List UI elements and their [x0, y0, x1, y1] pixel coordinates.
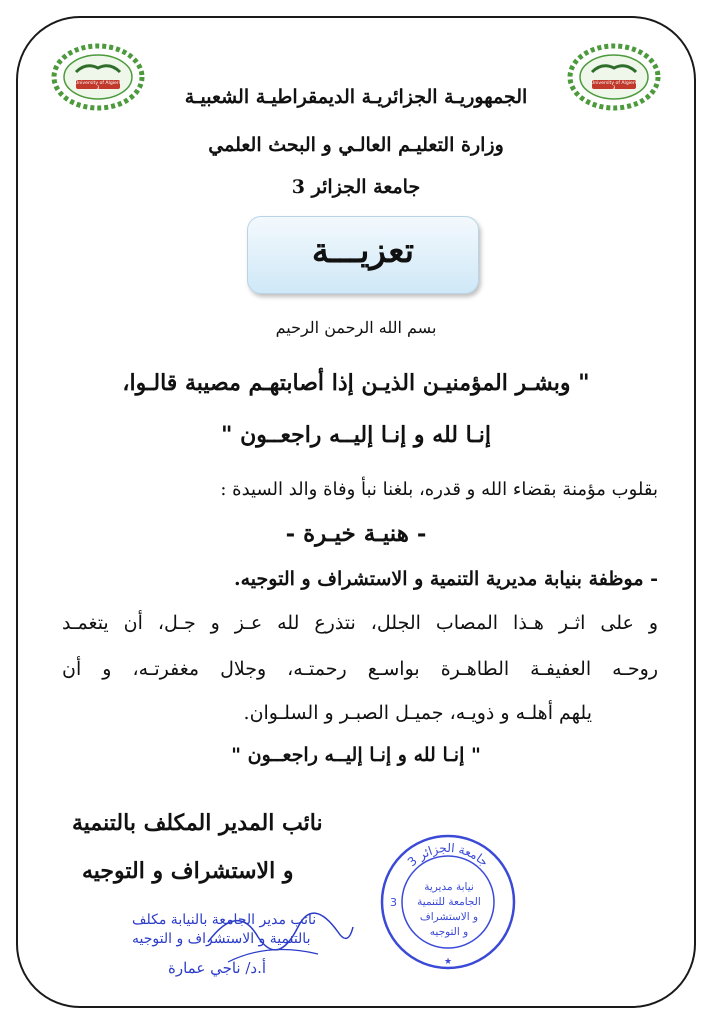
verse-line-1: " وبشـر المؤمنيـن الذيـن إذا أصابتهـم مصيبة قالـوا، [122, 370, 590, 396]
svg-text:جامعة الجزائر 3 [405, 841, 491, 869]
paragraph-line-3: يلهم أهلـه و ذويـه، جميـل الصبـر و السلـوان. [243, 702, 592, 724]
closing-verse: " إنـا لله و إنـا إليــه راجعــون " [231, 744, 481, 766]
verse-line-2: إنـا لله و إنـا إليــه راجعــون " [220, 422, 492, 448]
signatory-title-line-1: نائب المدير المكلف بالتنمية [72, 810, 323, 836]
left-logo-label: University of Algiers 3 [74, 81, 122, 91]
signature-stamp-line-1: نائب مدير الجامعة بالنيابة مكلف [132, 912, 317, 928]
stamp-line-2: الجامعة للتنمية [417, 896, 481, 908]
stamp-line-1: نيابة مديرية [424, 881, 474, 893]
basmala: بسم الله الرحمن الرحيم [275, 318, 437, 337]
stamp-inner-text [406, 880, 492, 940]
condolence-title-box [247, 216, 479, 294]
stamp-line-3: و الاستشراف [419, 911, 479, 923]
stamp-star-icon: ★ [443, 957, 453, 967]
intro-line: بقلوب مؤمنة بقضاء الله و قدره، بلغنا نبأ وفاة والد السيدة : [220, 479, 658, 500]
republic-heading: الجمهوريـة الجزائريـة الديمقراطيـة الشعبيـة [184, 86, 528, 108]
stamp-line-4: و التوجيه [429, 926, 469, 938]
signature-stamp-name: أ.د/ ناجي عمارة [168, 959, 267, 977]
stamp-ring-text: جامعة الجزائر 3 [404, 840, 492, 870]
stamp-number: 3 [390, 896, 397, 909]
university-heading: جامعة الجزائر 3 [291, 176, 421, 198]
signatory-title-line-2: و الاستشراف و التوجيه [82, 858, 294, 884]
ministry-heading: وزارة التعليـم العالـي و البحث العلمي [208, 134, 504, 156]
right-logo-label: University of Algiers 3 [590, 81, 638, 91]
condolence-title: تعزيـــة [311, 231, 415, 271]
paragraph-line-2: روحـه العفيفـة الطاهـرة بواسـع رحمتـه، وجلال مغفرتـه، و أن [62, 658, 658, 680]
paragraph-line-1: و على اثـر هـذا المصاب الجلل، نتذرع لله عـز و جـل، أن يتغمـد [62, 612, 658, 634]
signature-stamp-line-2: بالتنمية و الاستشراف و التوجيه [132, 931, 311, 947]
person-name: - هنيـة خيـرة - [285, 520, 427, 547]
job-line: - موظفة بنيابة مديرية التنمية و الاستشراف و التوجيه. [234, 568, 658, 590]
